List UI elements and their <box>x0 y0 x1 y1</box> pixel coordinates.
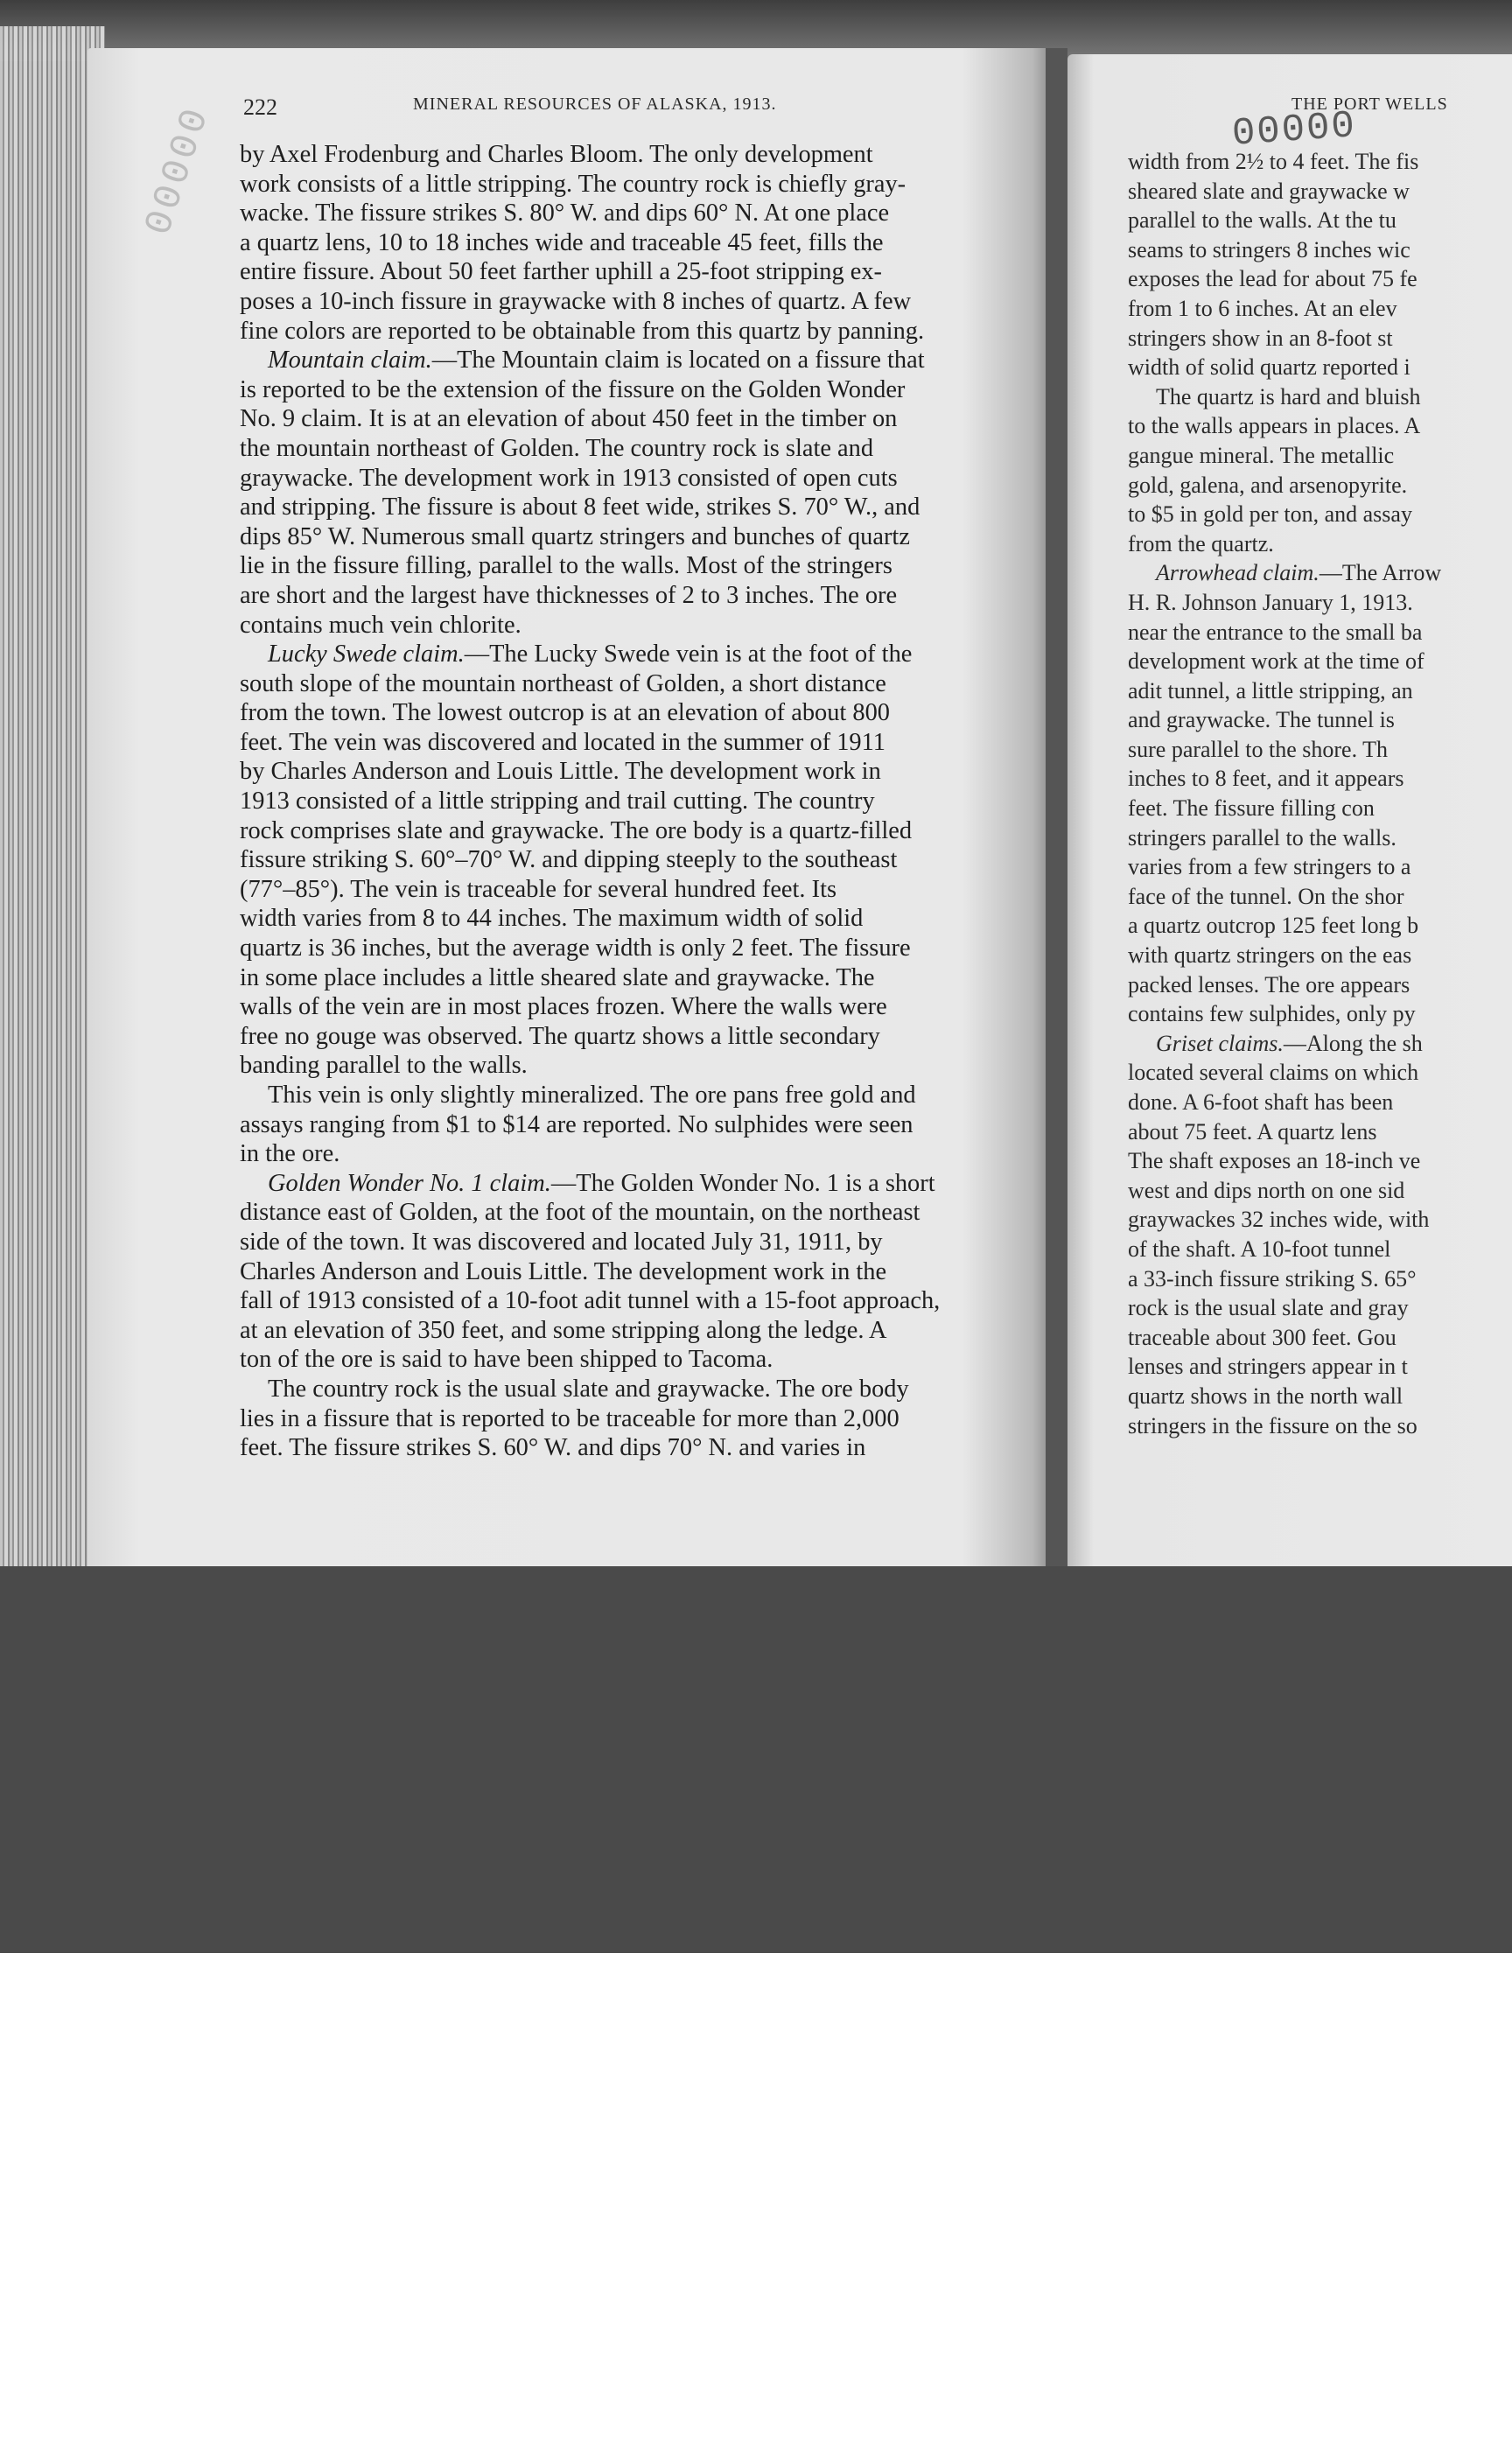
right-text-line: seams to stringers 8 inches wic <box>1128 236 1410 262</box>
left-text-line: are short and the largest have thicknesses of 2 to 3 inches. The ore <box>240 581 898 609</box>
right-text-line: H. R. Johnson January 1, 1913. <box>1128 589 1413 615</box>
right-text-line: quartz shows in the north wall <box>1128 1382 1404 1409</box>
left-text-line: wacke. The fissure strikes S. 80° W. and dips 60° N. At one place <box>240 200 890 228</box>
right-text-line: gangue mineral. The metallic <box>1128 442 1395 468</box>
right-text-line: of the shaft. A 10-foot tunnel <box>1128 1236 1391 1262</box>
scan-bottom-shadow <box>0 1566 1512 1953</box>
left-text-line: width varies from 8 to 44 inches. The maximum width of solid <box>240 905 864 933</box>
right-text-line: and graywacke. The tunnel is <box>1128 707 1395 733</box>
left-text-line: fine colors are reported to be obtainable from this quartz by panning. <box>240 317 925 345</box>
left-text-line: from the town. The lowest outcrop is at an elevation of about 800 <box>240 699 890 727</box>
right-text-line: west and dips north on one sid <box>1128 1177 1405 1203</box>
right-text-line: a quartz outcrop 125 feet long b <box>1128 913 1419 939</box>
left-text-line: a quartz lens, 10 to 18 inches wide and traceable 45 feet, fills the <box>240 228 884 256</box>
faint-stamp: 00000 <box>136 100 220 242</box>
right-text-line: sure parallel to the shore. Th <box>1128 736 1388 762</box>
left-text-line: poses a 10-inch fissure in graywacke with 8 inches of quartz. A few <box>240 287 912 315</box>
right-text-line: sheared slate and graywacke w <box>1128 178 1410 204</box>
right-text-line: near the entrance to the small ba <box>1128 619 1423 645</box>
right-text-line: done. A 6-foot shaft has been <box>1128 1089 1394 1115</box>
right-text-line: varies from a few stringers to a <box>1128 854 1411 880</box>
right-text-line: contains few sulphides, only py <box>1128 1001 1416 1027</box>
right-text-line: rock is the usual slate and gray <box>1128 1295 1409 1321</box>
right-text-line: to $5 in gold per ton, and assay <box>1128 501 1412 528</box>
left-text-line: This vein is only slightly mineralized. The ore pans free gold and <box>268 1082 916 1109</box>
right-text-line: about 75 feet. A quartz lens <box>1128 1118 1377 1144</box>
left-text-line: lies in a fissure that is reported to be traceable for more than 2,000 <box>240 1404 900 1432</box>
right-text-line: feet. The fissure filling con <box>1128 795 1375 822</box>
right-text-line: parallel to the walls. At the tu <box>1128 207 1396 234</box>
right-page-text <box>1128 147 1512 1440</box>
right-text-line: a 33-inch fissure striking S. 65° <box>1128 1265 1417 1292</box>
right-text-line: packed lenses. The ore appears <box>1128 971 1410 998</box>
running-title-right: THE PORT WELLS <box>1292 94 1448 114</box>
left-text-line: free no gouge was observed. The quartz shows a little secondary <box>240 1022 880 1050</box>
right-text-line: traceable about 300 feet. Gou <box>1128 1324 1396 1350</box>
right-text-line: stringers in the fissure on the so <box>1128 1412 1418 1438</box>
left-text-line: fissure striking S. 60°–70° W. and dipping steeply to the southeast <box>240 846 898 874</box>
left-text-line: the mountain northeast of Golden. The country rock is slate and <box>240 434 874 462</box>
left-text-line: graywacke. The development work in 1913 consisted of open cuts <box>240 464 898 492</box>
right-text-line: Griset claims.—Along the sh <box>1156 1030 1423 1056</box>
left-text-line: in some place includes a little sheared slate and graywacke. The <box>240 963 875 991</box>
right-text-line: inches to 8 feet, and it appears <box>1128 766 1404 792</box>
left-text-line: rock comprises slate and graywacke. The ore body is a quartz-filled <box>240 816 913 844</box>
left-text-line: feet. The fissure strikes S. 60° W. and dips 70° N. and varies in <box>240 1434 866 1462</box>
left-text-line: south slope of the mountain northeast of Golden, a short distance <box>240 669 886 697</box>
right-text-line: development work at the time of <box>1128 648 1424 675</box>
right-text-line: gold, galena, and arsenopyrite. <box>1128 472 1408 498</box>
left-page-text <box>240 140 1012 1463</box>
left-text-line: is reported to be the extension of the fissure on the Golden Wonder <box>240 375 906 403</box>
left-text-line: work consists of a little stripping. The country rock is chiefly gray- <box>240 170 906 198</box>
left-text-line: assays ranging from $1 to $14 are reported. No sulphides were seen <box>240 1110 914 1138</box>
right-text-line: width from 2½ to 4 feet. The fis <box>1128 149 1419 174</box>
left-text-line: No. 9 claim. It is at an elevation of about 450 feet in the timber on <box>240 405 898 433</box>
right-text-line: with quartz stringers on the eas <box>1128 942 1412 969</box>
right-text-line: located several claims on which <box>1128 1060 1419 1086</box>
right-text-line: width of solid quartz reported i <box>1128 354 1410 381</box>
left-text-line: side of the town. It was discovered and located July 31, 1911, by <box>240 1228 883 1256</box>
left-text-line: 1913 consisted of a little stripping and trail cutting. The country <box>240 788 875 816</box>
left-text-line: and stripping. The fissure is about 8 feet wide, strikes S. 70° W., and <box>240 494 920 522</box>
left-text-line: ton of the ore is said to have been shipped to Tacoma. <box>240 1346 774 1374</box>
left-text-line: lie in the fissure filling, parallel to the walls. Most of the stringers <box>240 552 892 580</box>
right-text-line: Arrowhead claim.—The Arrow <box>1156 560 1442 586</box>
left-text-line: distance east of Golden, at the foot of the mountain, on the northeast <box>240 1199 920 1227</box>
right-text-line: from the quartz. <box>1128 530 1274 556</box>
left-text-line: in the ore. <box>240 1140 340 1168</box>
right-text-line: stringers show in an 8-foot st <box>1128 325 1393 351</box>
left-text-line: contains much vein chlorite. <box>240 611 522 639</box>
left-text-line: dips 85° W. Numerous small quartz stringers and bunches of quartz <box>240 522 910 550</box>
left-text-line: Charles Anderson and Louis Little. The development work in the <box>240 1257 887 1285</box>
right-text-line: graywackes 32 inches wide, with <box>1128 1207 1430 1233</box>
left-text-line: at an elevation of 350 feet, and some stripping along the ledge. A <box>240 1316 887 1344</box>
right-text-line: from 1 to 6 inches. At an elev <box>1128 295 1397 321</box>
left-text-line: banding parallel to the walls. <box>240 1052 528 1080</box>
left-text-line: Mountain claim.—The Mountain claim is located on a fissure that <box>268 346 925 374</box>
left-text-line: (77°–85°). The vein is traceable for several hundred feet. Its <box>240 875 836 903</box>
right-text-line: face of the tunnel. On the shor <box>1128 883 1404 909</box>
left-text-line: feet. The vein was discovered and located in the summer of 1911 <box>240 728 886 756</box>
right-text-line: The shaft exposes an 18-inch ve <box>1128 1148 1421 1174</box>
left-text-line: The country rock is the usual slate and graywacke. The ore body <box>268 1375 909 1403</box>
right-text-line: adit tunnel, a little stripping, an <box>1128 677 1413 704</box>
left-text-line: fall of 1913 consisted of a 10-foot adit tunnel with a 15-foot approach, <box>240 1287 941 1315</box>
right-text-line: The quartz is hard and bluish <box>1156 383 1421 410</box>
right-text-line: lenses and stringers appear in t <box>1128 1354 1408 1380</box>
left-text-line: entire fissure. About 50 feet farther uphill a 25-foot stripping ex- <box>240 258 883 286</box>
right-text-line: stringers parallel to the walls. <box>1128 824 1396 850</box>
left-text-line: Golden Wonder No. 1 claim.—The Golden Wonder No. 1 is a short <box>268 1169 935 1197</box>
page-number: 222 <box>243 94 277 120</box>
running-title-left: MINERAL RESOURCES OF ALASKA, 1913. <box>413 94 777 114</box>
left-text-line: Lucky Swede claim.—The Lucky Swede vein is at the foot of the <box>268 640 913 668</box>
page-stamp: 00000 <box>1230 104 1358 157</box>
left-text-line: quartz is 36 inches, but the average width is only 2 feet. The fissure <box>240 934 911 962</box>
right-text-line: exposes the lead for about 75 fe <box>1128 266 1418 292</box>
right-page-clip <box>1050 0 1512 1512</box>
left-text-line: walls of the vein are in most places frozen. Where the walls were <box>240 993 887 1021</box>
right-text-line: to the walls appears in places. A <box>1128 413 1421 439</box>
left-text-line: by Charles Anderson and Louis Little. The development work in <box>240 758 881 786</box>
left-text-line: by Axel Frodenburg and Charles Bloom. The only development <box>240 141 873 168</box>
